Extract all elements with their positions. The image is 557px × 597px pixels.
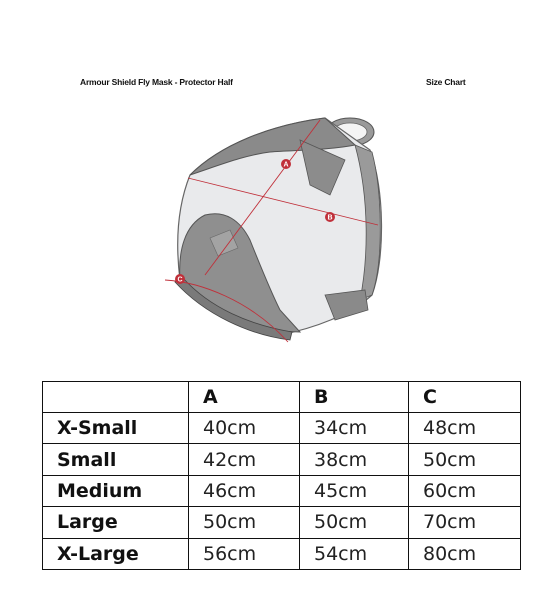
marker-c-label: C: [177, 276, 183, 284]
measure-a: 50cm: [189, 507, 300, 538]
table-header-row: [43, 382, 521, 413]
measure-b: 38cm: [300, 444, 409, 475]
measure-a: 42cm: [189, 444, 300, 475]
size-name: X-Large: [43, 538, 189, 569]
fly-mask-diagram: [150, 110, 400, 350]
measure-b: 54cm: [300, 538, 409, 569]
table-row: [43, 444, 521, 475]
size-name: Large: [43, 507, 189, 538]
measure-b: 50cm: [300, 507, 409, 538]
header-cell-blank: [43, 382, 189, 413]
size-chart-label: Size Chart: [426, 77, 466, 87]
marker-a-label: A: [283, 161, 289, 169]
header-cell-c: C: [409, 382, 521, 413]
size-chart-table: [42, 381, 521, 570]
measure-a: 46cm: [189, 475, 300, 506]
table-row: [43, 475, 521, 506]
header-cell-b: B: [300, 382, 409, 413]
measure-c: 70cm: [409, 507, 521, 538]
table-row: [43, 507, 521, 538]
measure-c: 80cm: [409, 538, 521, 569]
measure-b: 45cm: [300, 475, 409, 506]
size-name: X-Small: [43, 413, 189, 444]
size-name: Medium: [43, 475, 189, 506]
header-cell-a: A: [189, 382, 300, 413]
measure-b: 34cm: [300, 413, 409, 444]
table-row: [43, 538, 521, 569]
measure-c: 60cm: [409, 475, 521, 506]
size-name: Small: [43, 444, 189, 475]
measure-a: 56cm: [189, 538, 300, 569]
measure-a: 40cm: [189, 413, 300, 444]
measure-c: 48cm: [409, 413, 521, 444]
product-title: Armour Shield Fly Mask - Protector Half: [80, 77, 233, 87]
measure-c: 50cm: [409, 444, 521, 475]
table-row: [43, 413, 521, 444]
marker-b-label: B: [327, 214, 333, 222]
